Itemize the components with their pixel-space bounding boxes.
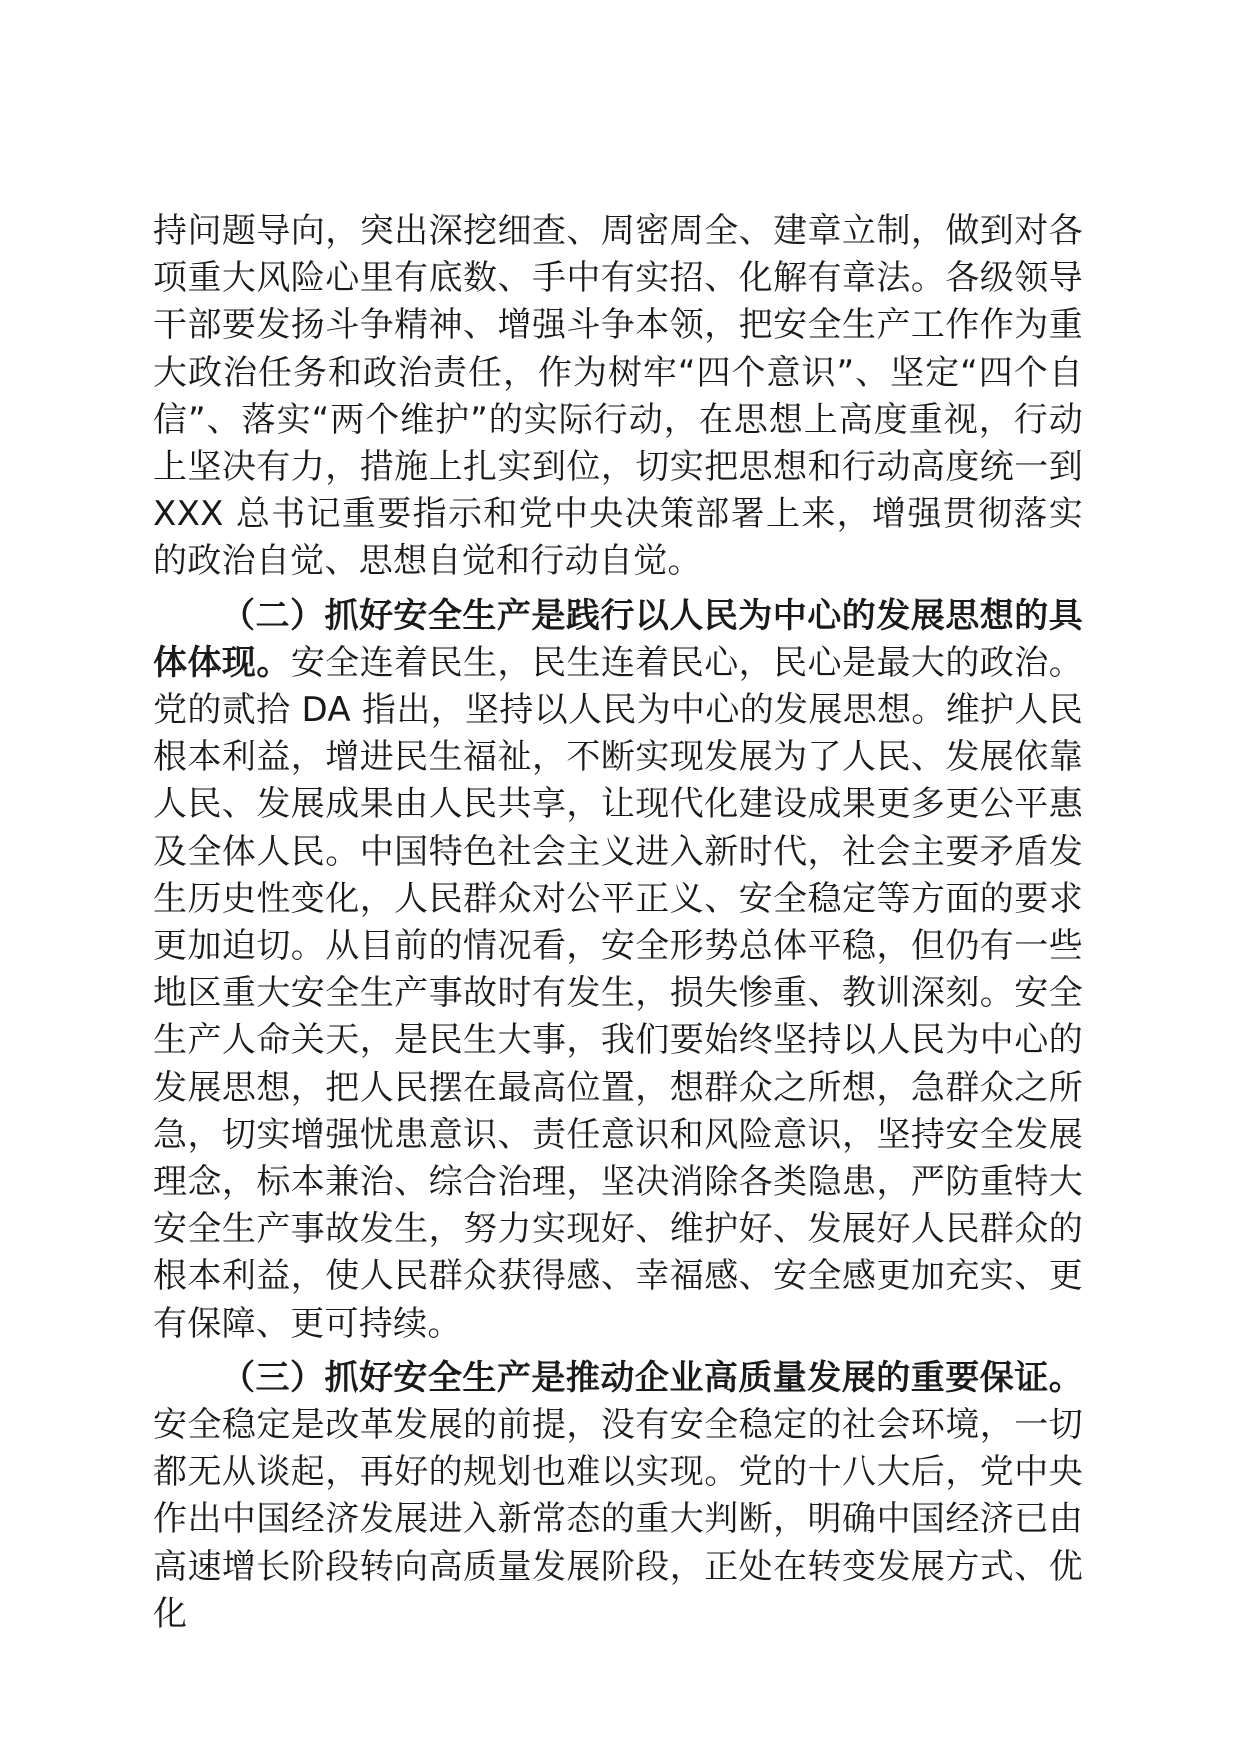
document-body <box>153 208 1083 1645</box>
paragraph-2 <box>153 593 1083 1348</box>
paragraph-2-heading: （二）抓好安全生产是践行以人民为中心的发展思想的具体体现。 <box>153 595 1083 683</box>
paragraph-1 <box>153 208 1083 586</box>
paragraph-3 <box>153 1355 1083 1638</box>
paragraph-3-heading: （三）抓好安全生产是推动企业高质量发展的重要保证。 <box>221 1357 1083 1398</box>
paragraph-2-text: 安全连着民生，民生连着民心，民心是最大的政治。党的贰拾 DA 指出，坚持以人民为中心的发展思想。维护人民根本利益，增进民生福祉，不断实现发展为了人民、发展依靠人民、发展成果由人民共享，让现代化建设成果更多更公平惠及全体人民。中国特色社会主义进入新时代，社会主要矛盾发生历史性变化，人民群众对公平正义、安全稳定等方面的要求更加迫切。从目前的情况看，安全形势总体平稳，但仍有一些地区重大安全生产事故时有发生，损失惨重、教训深刻。安全生产人命关天，是民生大事，我们要始终坚持以人民为中心的发展思想，把人民摆在最高位置，想群众之所想，急群众之所急，切实增强忧患意识、责任意识和风险意识，坚持安全发展理念，标本兼治、综合治理，坚决消除各类隐患，严防重特大安全生产事故发生，努力实现好、维护好、发展好人民群众的根本利益，使人民群众获得感、幸福感、安全感更加充实、更有保障、更可持续。 <box>153 642 1084 1344</box>
paragraph-3-text: 安全稳定是改革发展的前提，没有安全稳定的社会环境，一切都无从谈起，再好的规划也难以实现。党的十八大后，党中央作出中国经济发展进入新常态的重大判断，明确中国经济已由高速增长阶段转向高质量发展阶段，正处在转变发展方式、优化 <box>153 1405 1083 1634</box>
paragraph-1-text: 持问题导向，突出深挖细查、周密周全、建章立制，做到对各项重大风险心里有底数、手中有实招、化解有章法。各级领导干部要发扬斗争精神、增强斗争本领，把安全生产工作作为重大政治任务和政治责任，作为树牢“四个意识”、坚定“四个自信”、落实“两个维护”的实际行动，在思想上高度重视，行动上坚决有力，措施上扎实到位，切实把思想和行动高度统一到 XXX 总书记重要指示和党中央决策部署上来，增强贯彻落实的政治自觉、思想自觉和行动自觉。 <box>153 211 1083 582</box>
